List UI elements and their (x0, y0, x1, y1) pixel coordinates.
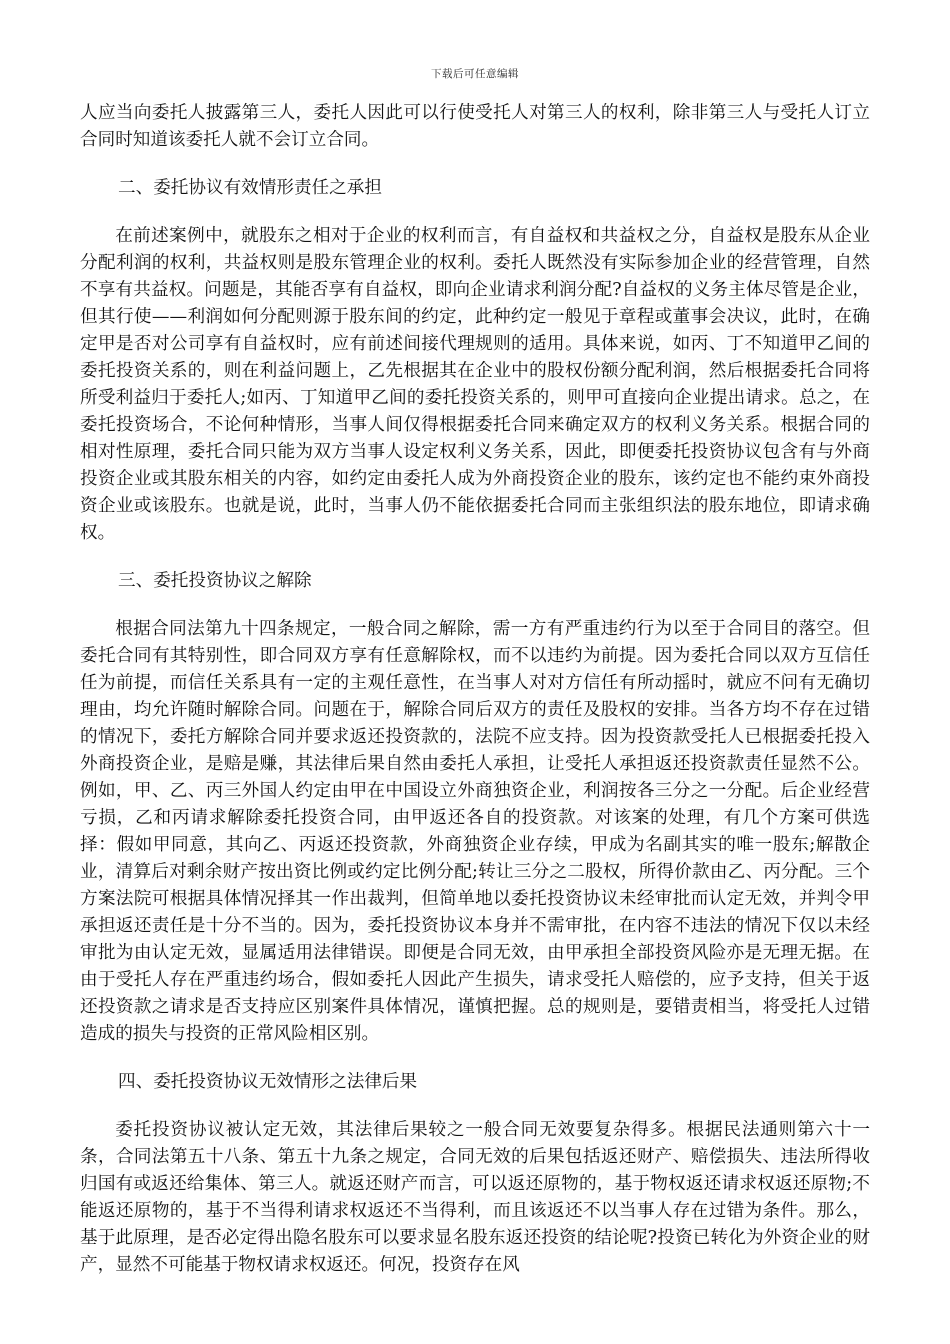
section-heading-3: 三、委托投资协议之解除 (118, 571, 312, 591)
paragraph-continuation: 人应当向委托人披露第三人，委托人因此可以行使受托人对第三人的权利，除非第三人与受托人订立合同时知道该委托人就不会订立合同。 (80, 103, 870, 150)
document-body (80, 100, 870, 1279)
page-header-note: 下载后可任意编辑 (431, 68, 519, 80)
paragraph-section-3: 根据合同法第九十四条规定，一般合同之解除，需一方有严重违约行为以至于合同目的落空。但委托合同有其特别性，即合同双方享有任意解除权，而不以违约为前提。因为委托合同以双方互信任任为前提，而信任关系具有一定的主观任意性，在当事人对对方信任有所动摇时，就应不问有无确切理由，均允许随时解除合同。问题在于，解除合同后双方的责任及股权的安排。当各方均不存在过错的情况下，委托方解除合同并要求返还投资款的，法院不应支持。因为投资款受托人已根据委托投入外商投资企业，是赔是赚，其法律后果自然由委托人承担，让受托人承担返还投资款责任显然不公。例如，甲、乙、丙三外国人约定由甲在中国设立外商独资企业，利润按各三分之一分配。后企业经营亏损，乙和丙请求解除委托投资合同，由甲返还各自的投资款。对该案的处理，有几个方案可供选择：假如甲同意，其向乙、丙返还投资款，外商独资企业存续，甲成为名副其实的唯一股东;解散企业，清算后对剩余财产按出资比例或约定比例分配;转让三分之二股权，所得价款由乙、丙分配。三个方案法院可根据具体情况择其一作出裁判，但简单地以委托投资协议未经审批而认定无效，并判令甲承担返还责任是十分不当的。因为，委托投资协议本身并不需审批，在内容不违法的情况下仅以未经审批为由认定无效，显属适用法律错误。即便是合同无效，由甲承担全部投资风险亦是无理无据。在由于受托人存在严重违约场合，假如委托人因此产生损失，请求受托人赔偿的，应予支持，但关于返还投资款之请求是否支持应区别案件具体情况，谨慎把握。总的规则是，要错责相当，将受托人过错造成的损失与投资的正常风险相区别。 (80, 619, 870, 1044)
section-heading-2: 二、委托协议有效情形责任之承担 (118, 178, 382, 198)
paragraph-section-2: 在前述案例中，就股东之相对于企业的权利而言，有自益权和共益权之分，自益权是股东从企业分配利润的权利，共益权则是股东管理企业的权利。委托人既然没有实际参加企业的经营管理，自然不享有共益权。问题是，其能否享有自益权，即向企业请求利润分配?自益权的义务主体尽管是企业，但其行使——利润如何分配则源于股东间的约定，此种约定一般见于章程或董事会决议，此时，在确定甲是否对公司享有自益权时，应有前述间接代理规则的适用。具体来说，如丙、丁不知道甲乙间的委托投资关系的，则在利益问题上，乙先根据其在企业中的股权份额分配利润，然后根据委托合同将所受利益归于委托人;如丙、丁知道甲乙间的委托投资关系的，则甲可直接向企业提出请求。总之，在委托投资场合，不论何种情形，当事人间仅得根据委托合同来确定双方的权利义务关系。根据合同的相对性原理，委托合同只能为双方当事人设定权利义务关系，因此，即便委托投资协议包含有与外商投资企业或其股东相关的内容，如约定由委托人成为外商投资企业的股东，该约定也不能约束外商投资企业或该股东。也就是说，此时，当事人仍不能依据委托合同而主张组织法的股东地位，即请求确权。 (80, 226, 870, 543)
section-heading-4: 四、委托投资协议无效情形之法律后果 (118, 1072, 418, 1092)
paragraph-section-4: 委托投资协议被认定无效，其法律后果较之一般合同无效要复杂得多。根据民法通则第六十一条，合同法第五十八条、第五十九条之规定，合同无效的后果包括返还财产、赔偿损失、违法所得收归国有或返还给集体、第三人。就返还财产而言，可以返还原物的，基于物权返还请求权返还原物;不能返还原物的，基于不当得利请求权返还不当得利，而且该返还不以当事人存在过错为条件。那么，基于此原理，是否必定得出隐名股东可以要求显名股东返还投资的结论呢?投资已转化为外资企业的财产，显然不可能基于物权请求权返还。何况，投资存在风 (80, 1120, 870, 1275)
